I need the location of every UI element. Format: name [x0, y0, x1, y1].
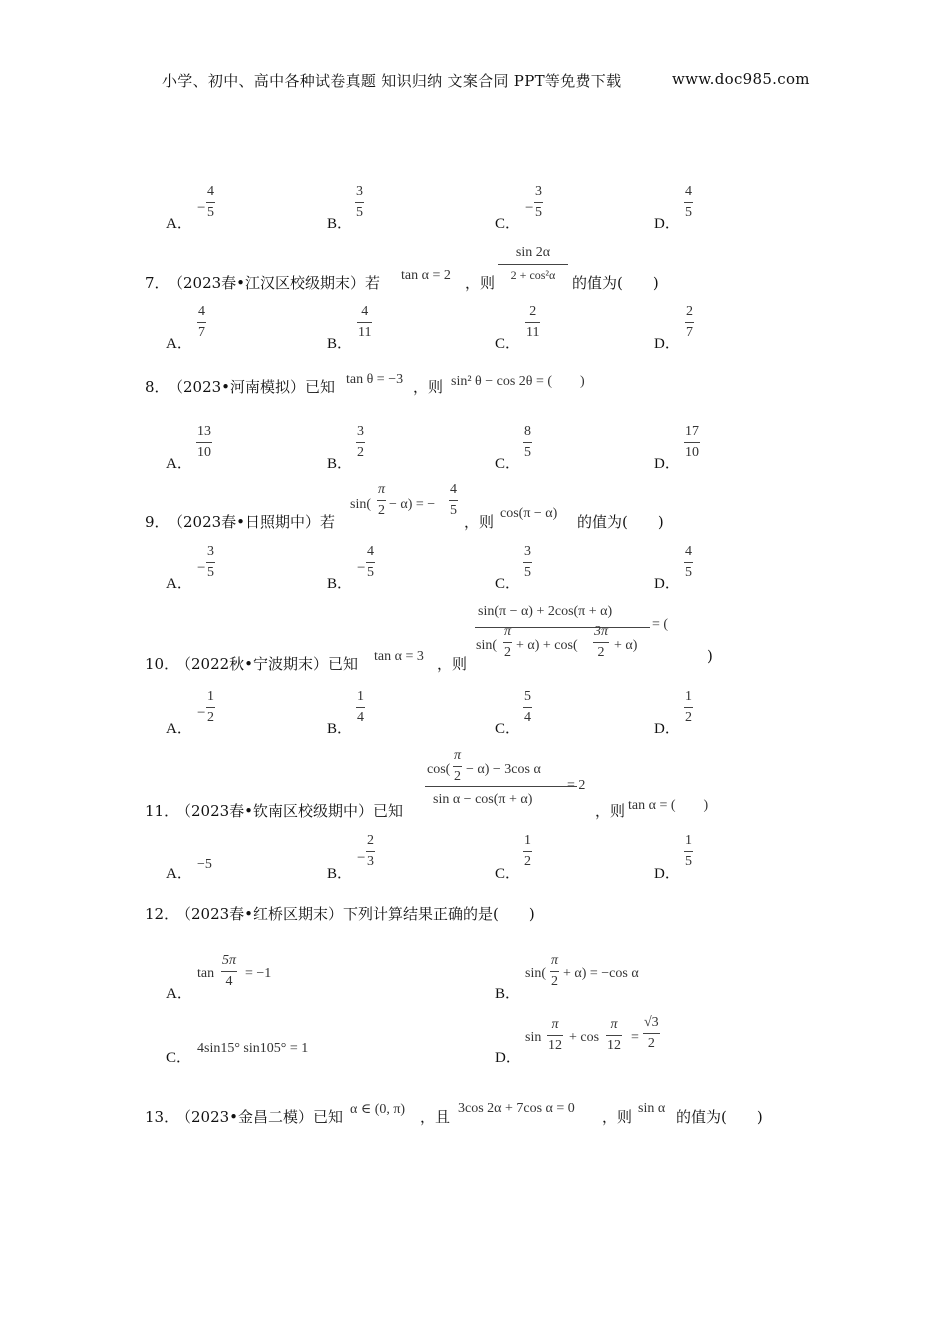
denominator: 5 — [524, 565, 531, 580]
denominator: 2 — [647, 1036, 655, 1051]
q11-num-part-a: cos( — [427, 762, 451, 777]
denominator: 7 — [686, 325, 693, 340]
q10-close-paren: ) — [707, 647, 713, 665]
denominator: 10 — [197, 445, 211, 460]
numerator: 4 — [450, 482, 457, 497]
q9-option-a-label: A． — [166, 576, 192, 592]
denominator: 4 — [357, 710, 364, 725]
denominator: 4 — [524, 710, 531, 725]
q11-mid: ，则 — [595, 802, 626, 820]
numerator: 4 — [207, 184, 214, 199]
q12-option-b-fraction — [550, 953, 559, 990]
q9-source: （2023春•日照期中）若 — [168, 513, 336, 531]
q9-option-c-fraction — [523, 544, 532, 581]
numerator: 1 — [524, 833, 531, 848]
q10-option-d-label: D． — [654, 721, 680, 737]
q8-mid: ，则 — [413, 378, 444, 396]
numerator: sin 2α — [515, 245, 551, 260]
numerator: 2 — [529, 304, 537, 319]
q12-option-b-label: B． — [495, 986, 521, 1002]
numerator: 17 — [685, 424, 699, 439]
q12-option-a-label: A． — [166, 986, 192, 1002]
denominator: 2 — [551, 974, 558, 989]
q8-option-a-fraction — [196, 424, 212, 461]
q9-cond-pi-fraction — [377, 482, 386, 519]
q11-option-b-fraction — [366, 833, 375, 870]
q8-option-c-label: C． — [495, 456, 521, 472]
denominator: 5 — [524, 445, 531, 460]
denominator: 5 — [367, 565, 374, 580]
q11-option-a-value: −5 — [197, 857, 212, 872]
numerator: 4 — [685, 544, 692, 559]
q10-number: 10． — [145, 655, 180, 673]
numerator: 3 — [207, 544, 214, 559]
denominator: 5 — [685, 854, 692, 869]
q13-expression: sin α — [638, 1101, 666, 1116]
q7-option-b-fraction — [357, 304, 372, 341]
q13-mid-2: ，则 — [602, 1108, 633, 1126]
q10-den-part-c: + α) — [614, 638, 638, 653]
q13-tail: 的值为( ) — [676, 1108, 763, 1126]
denominator: 11 — [526, 325, 540, 340]
denominator: 12 — [548, 1038, 562, 1053]
q12-option-d-pre: sin — [525, 1030, 542, 1045]
q7-option-d-label: D． — [654, 336, 680, 352]
q9-cond-left: sin( — [350, 497, 371, 512]
q11-expression: tan α = ( ) — [628, 798, 709, 813]
numerator: 1 — [685, 689, 692, 704]
numerator: 1 — [685, 833, 692, 848]
q10-source: （2022秋•宁波期末）已知 — [176, 655, 359, 673]
q7-number: 7． — [145, 274, 170, 292]
numerator: 1 — [357, 689, 364, 704]
denominator: 5 — [207, 205, 214, 220]
q11-option-a-label: A． — [166, 866, 192, 882]
q12-option-d-fraction-1 — [547, 1017, 563, 1054]
q13-condition: α ∈ (0, π) — [350, 1102, 406, 1117]
q8-option-c-fraction — [523, 424, 532, 461]
q9-option-a-sign: − — [197, 560, 206, 576]
header-left-text: 小学、初中、高中各种试卷真题 知识归纳 文案合同 PPT等免费下载 — [162, 72, 622, 90]
q11-option-d-fraction — [684, 833, 693, 870]
q9-cond-value-fraction — [449, 482, 458, 519]
denominator: 2 — [378, 503, 385, 518]
q10-option-d-fraction — [684, 689, 693, 726]
q11-option-b-label: B． — [327, 866, 353, 882]
q13-number: 13． — [145, 1108, 180, 1126]
q7-option-b-label: B． — [327, 336, 353, 352]
q6-option-c-label: C． — [495, 216, 521, 232]
denominator: 7 — [198, 325, 205, 340]
q9-mid: ，则 — [464, 513, 495, 531]
q7-expression-fraction — [498, 245, 568, 283]
numerator: π — [551, 953, 559, 968]
numerator: 4 — [361, 304, 369, 319]
q12-option-b-post: + α) = −cos α — [563, 966, 639, 981]
q10-den-3pi-fraction — [593, 624, 609, 661]
q10-equals: = ( — [652, 617, 669, 632]
q8-option-a-label: A． — [166, 456, 192, 472]
q10-den-part-a: sin( — [476, 638, 497, 653]
q8-number: 8． — [145, 378, 170, 396]
denominator: 5 — [207, 565, 214, 580]
q10-option-a-label: A． — [166, 721, 192, 737]
denominator: 3 — [367, 854, 374, 869]
denominator: 4 — [225, 974, 233, 989]
q6-option-a-sign: − — [197, 200, 206, 216]
q7-condition: tan α = 2 — [401, 268, 451, 283]
numerator: 5 — [524, 689, 531, 704]
q11-num-part-b: − α) − 3cos α — [466, 762, 541, 777]
q9-expression: cos(π − α) — [500, 506, 558, 521]
q13-mid: ，且 — [420, 1108, 451, 1126]
q11-fraction-bar — [425, 786, 577, 787]
numerator: 4 — [198, 304, 205, 319]
q11-equals: = 2 — [567, 778, 586, 793]
numerator: 3 — [524, 544, 531, 559]
denominator: 2 — [524, 854, 531, 869]
numerator: 2 — [367, 833, 374, 848]
q8-condition: tan θ = −3 — [346, 372, 404, 387]
q12-option-d-mid: + cos — [569, 1030, 600, 1045]
q7-option-d-fraction — [685, 304, 694, 341]
denominator: 10 — [685, 445, 699, 460]
q11-option-c-fraction — [523, 833, 532, 870]
q12-option-d-fraction-2 — [606, 1017, 622, 1054]
q8-option-d-fraction — [684, 424, 700, 461]
numerator: π — [454, 748, 462, 763]
q10-option-b-fraction — [356, 689, 365, 726]
numerator: π — [504, 624, 512, 639]
q7-tail: 的值为( ) — [572, 274, 659, 292]
q12-option-a-post: = −1 — [245, 966, 272, 981]
header-url: www.doc985.com — [672, 70, 810, 88]
q11-option-d-label: D． — [654, 866, 680, 882]
denominator: 5 — [356, 205, 363, 220]
q12-option-b-pre: sin( — [525, 966, 546, 981]
q10-option-b-label: B． — [327, 721, 353, 737]
q6-option-c-fraction — [534, 184, 543, 221]
q9-cond-mid: − α) = − — [389, 497, 436, 512]
q6-option-a-label: A． — [166, 216, 192, 232]
denominator: 5 — [685, 205, 692, 220]
numerator: 1 — [207, 689, 214, 704]
q11-source: （2023春•钦南区校级期中）已知 — [176, 802, 404, 820]
q12-option-c-text: 4sin15° sin105° = 1 — [197, 1041, 309, 1056]
q12-option-d-label: D． — [495, 1050, 521, 1066]
q10-option-a-fraction — [206, 689, 215, 726]
numerator: 5π — [222, 953, 237, 968]
q10-option-c-fraction — [523, 689, 532, 726]
q9-option-b-fraction — [366, 544, 375, 581]
q6-option-a-fraction — [206, 184, 215, 221]
q6-option-b-label: B． — [327, 216, 353, 232]
q10-condition: tan α = 3 — [374, 649, 424, 664]
q10-den-pi-fraction — [503, 624, 512, 661]
denominator: 2 — [685, 710, 692, 725]
q12-option-d-fraction-3 — [643, 1015, 660, 1052]
q9-number: 9． — [145, 513, 170, 531]
q6-option-c-sign: − — [525, 200, 534, 216]
q10-mid: ，则 — [437, 655, 468, 673]
q10-option-a-sign: − — [197, 705, 206, 721]
q11-number: 11． — [145, 802, 180, 820]
numerator: π — [610, 1017, 618, 1032]
numerator: 2 — [686, 304, 693, 319]
q12-option-a-fraction — [221, 953, 237, 990]
q9-option-b-sign: − — [357, 560, 366, 576]
q7-mid: ，则 — [465, 274, 496, 292]
q6-option-b-fraction — [355, 184, 364, 221]
q12-option-a-pre: tan — [197, 966, 215, 981]
denominator: 2 + cos²α — [510, 268, 556, 282]
q6-option-d-label: D． — [654, 216, 680, 232]
denominator: 2 — [454, 769, 461, 784]
q10-expression-numerator: sin(π − α) + 2cos(π + α) — [478, 604, 613, 619]
denominator: 5 — [450, 503, 457, 518]
q11-num-pi-fraction — [453, 748, 462, 785]
q9-option-c-label: C． — [495, 576, 521, 592]
numerator: π — [378, 482, 386, 497]
q8-expression: sin² θ − cos 2θ = ( ) — [451, 374, 585, 389]
q9-tail: 的值为( ) — [577, 513, 664, 531]
q7-source: （2023春•江汉区校级期末）若 — [168, 274, 381, 292]
q12-option-d-eq: = — [631, 1030, 639, 1045]
q8-source: （2023•河南模拟）已知 — [168, 378, 336, 396]
numerator: √3 — [644, 1015, 659, 1030]
q6-option-d-fraction — [684, 184, 693, 221]
denominator: 2 — [207, 710, 214, 725]
numerator: 13 — [197, 424, 211, 439]
q9-option-d-label: D． — [654, 576, 680, 592]
q12-source: （2023春•红桥区期末）下列计算结果正确的是( ) — [176, 905, 535, 923]
q7-option-c-label: C． — [495, 336, 521, 352]
q7-option-a-label: A． — [166, 336, 192, 352]
q13-source: （2023•金昌二模）已知 — [176, 1108, 344, 1126]
q13-condition-2: 3cos 2α + 7cos α = 0 — [458, 1101, 575, 1116]
denominator: 12 — [607, 1038, 621, 1053]
q11-option-b-sign: − — [357, 850, 366, 866]
denominator: 2 — [597, 645, 605, 660]
numerator: 3 — [356, 184, 363, 199]
q8-option-d-label: D． — [654, 456, 680, 472]
numerator: 3π — [594, 624, 609, 639]
denominator: 2 — [504, 645, 511, 660]
numerator: 8 — [524, 424, 531, 439]
q8-option-b-fraction — [356, 424, 365, 461]
q8-option-b-label: B． — [327, 456, 353, 472]
q11-option-c-label: C． — [495, 866, 521, 882]
denominator: 2 — [357, 445, 364, 460]
q11-denominator: sin α − cos(π + α) — [433, 792, 533, 807]
q12-option-c-label: C． — [166, 1050, 192, 1066]
numerator: 4 — [367, 544, 374, 559]
q10-option-c-label: C． — [495, 721, 521, 737]
q10-fraction-bar — [475, 627, 650, 628]
numerator: 3 — [357, 424, 364, 439]
numerator: 3 — [535, 184, 542, 199]
q9-option-d-fraction — [684, 544, 693, 581]
numerator: 4 — [685, 184, 692, 199]
denominator: 11 — [358, 325, 372, 340]
q7-option-a-fraction — [197, 304, 206, 341]
denominator: 5 — [685, 565, 692, 580]
q12-number: 12． — [145, 905, 180, 923]
q7-option-c-fraction — [525, 304, 540, 341]
denominator: 5 — [535, 205, 542, 220]
q10-den-part-b: + α) + cos( — [516, 638, 578, 653]
numerator: π — [551, 1017, 559, 1032]
q9-option-b-label: B． — [327, 576, 353, 592]
q9-option-a-fraction — [206, 544, 215, 581]
